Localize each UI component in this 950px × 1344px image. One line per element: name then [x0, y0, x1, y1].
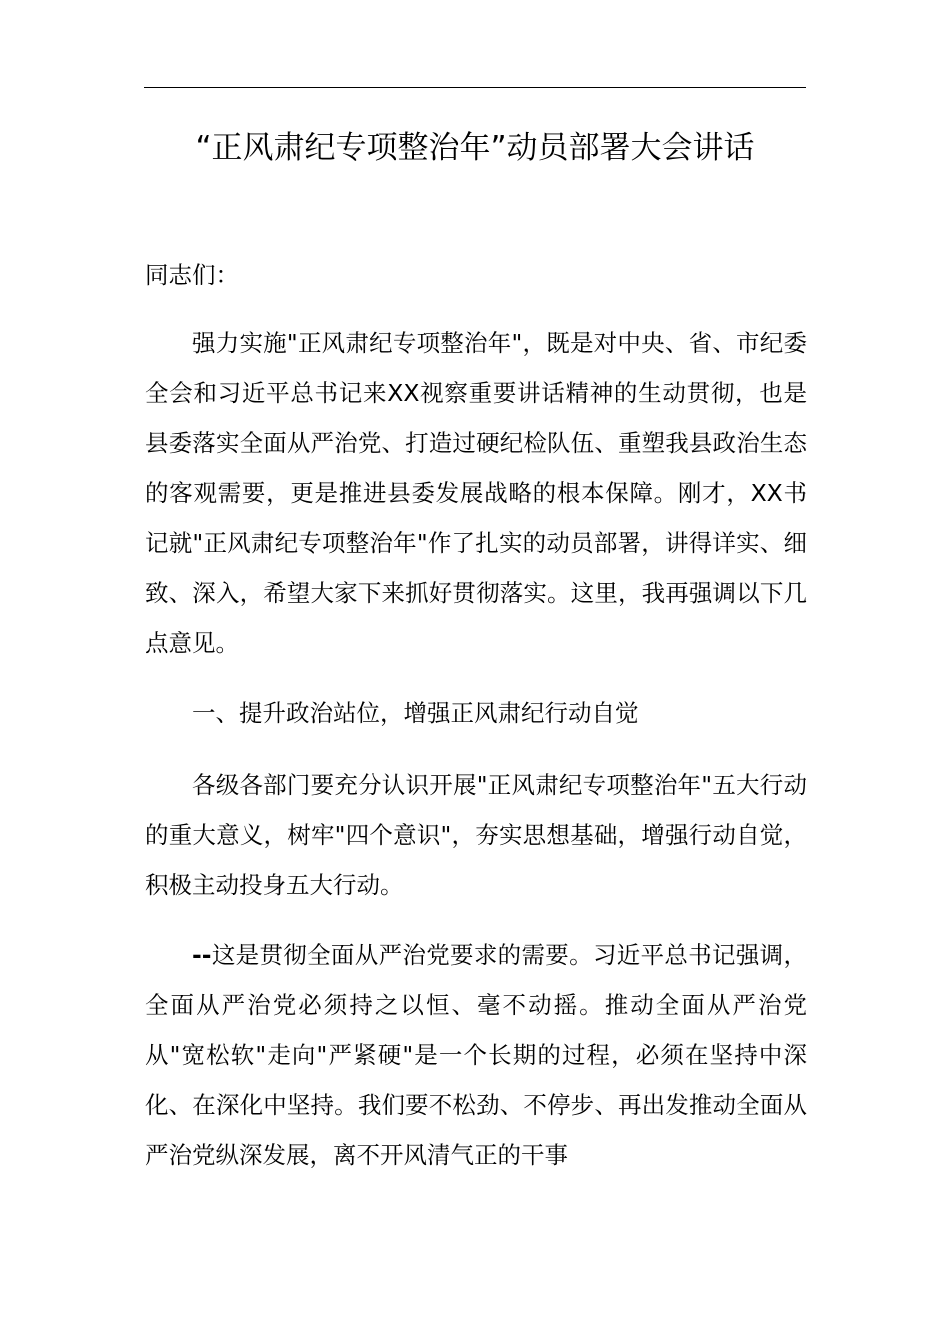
header-rule — [144, 87, 806, 88]
paragraph-point-1 — [145, 930, 807, 1180]
paragraph-intro: 强力实施"正风肃纪专项整治年"，既是对中央、省、市纪委全会和习近平总书记来XX视察重要讲话精神的生动贯彻，也是县委落实全面从严治党、打造过硬纪检队伍、重塑我县政治生态的客观需要，更是推进县委发展战略的根本保障。刚才，XX书记就"正风肃纪专项整治年"作了扎实的动员部署，讲得详实、细致、深入，希望大家下来抓好贯彻落实。这里，我再强调以下几点意见。 — [145, 329, 807, 657]
point-text: 这是贯彻全面从严治党要求的需要。习近平总书记强调，全面从严治党必须持之以恒、毫不动摇。推动全面从严治党从"宽松软"走向"严紧硬"是一个长期的过程，必须在坚持中深化、在深化中坚持。我们要不松劲、不停步、再出发推动全面从严治党纵深发展，离不开风清气正的干事 — [145, 941, 807, 1169]
document-title: “正风肃纪专项整治年”动员部署大会讲话 — [195, 130, 755, 166]
section-heading-1: 一、提升政治站位，增强正风肃纪行动自觉 — [192, 699, 639, 727]
paragraph-section-1: 各级各部门要充分认识开展"正风肃纪专项整治年"五大行动的重大意义，树牢"四个意识"，夯实思想基础，增强行动自觉，积极主动投身五大行动。 — [145, 771, 807, 899]
salutation: 同志们： — [145, 261, 239, 289]
point-dash: -- — [192, 941, 212, 969]
